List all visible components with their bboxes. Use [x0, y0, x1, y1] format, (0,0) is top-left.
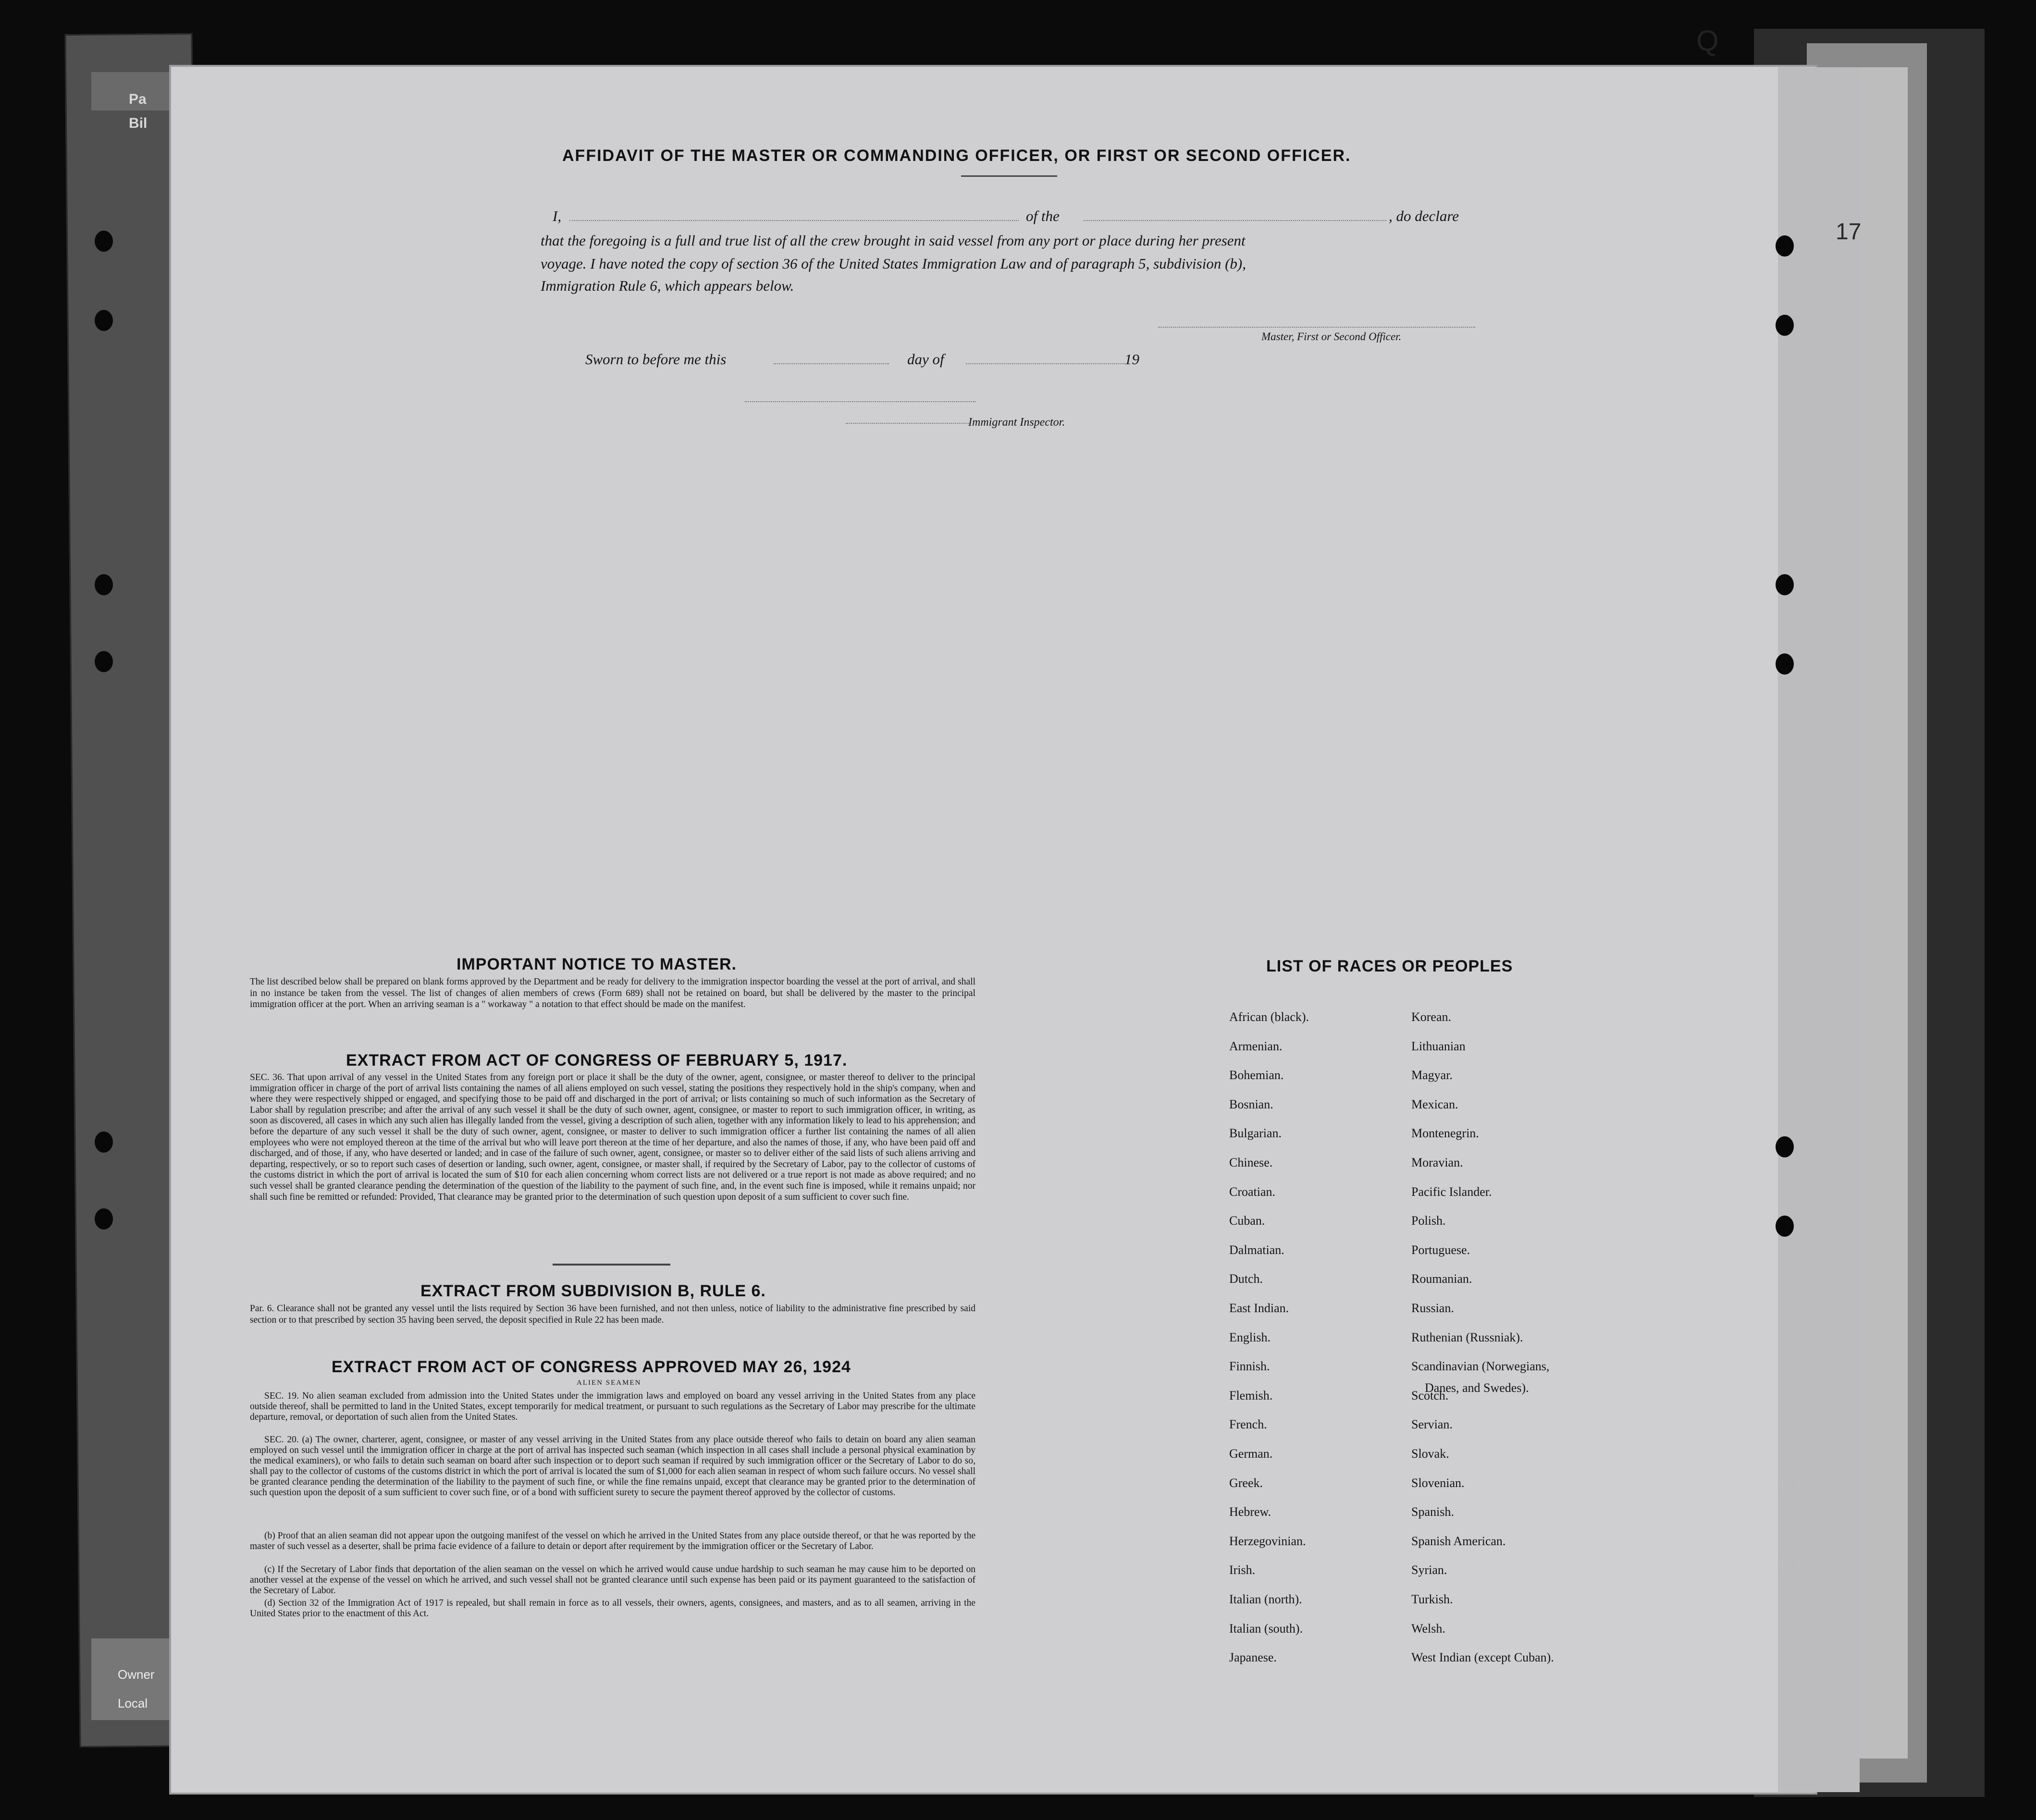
affidavit-line3: voyage. I have noted the copy of section 36 of the United States Immigration Law and of paragraph 5, subdivision (b), [541, 255, 1246, 272]
race-item: Herzegovinian. [1229, 1534, 1306, 1548]
sworn-mid: day of [907, 351, 944, 368]
race-item: Pacific Islander. [1411, 1184, 1492, 1199]
punch-hole [1776, 653, 1794, 675]
under-tab-text-1: Pa [129, 91, 147, 107]
race-item: Dutch. [1229, 1272, 1263, 1286]
race-item: Portuguese. [1411, 1242, 1470, 1257]
punch-hole [1776, 235, 1794, 257]
race-item: Syrian. [1411, 1563, 1447, 1577]
sworn-year: 19 [1124, 351, 1139, 368]
extract-1924-para-1: SEC. 19. No alien seaman excluded from admission into the United States under the immigration laws and employed on board any vessel arriving in the United States from any place outside thereof, shall be permitted to land in the United States, except temporarily for medical treatment, or pursuant to such regulations as the Secretary of Labor may prescribe for the ultimate departure, removal, or deportation of such alien from the United States. [250, 1391, 975, 1422]
extract-1924-title: EXTRACT FROM ACT OF CONGRESS APPROVED MAY 26, 1924 [332, 1358, 851, 1376]
signature-caption: Master, First or Second Officer. [1261, 331, 1402, 343]
extract-1924-para-5: (d) Section 32 of the Immigration Act of 1917 is repealed, but shall remain in force as to all vessels, their owners, agents, consignees, and masters, and as to all seamen, arriving in the United States prior to the enactment of this Act. [250, 1598, 975, 1619]
race-item: Roumanian. [1411, 1272, 1472, 1286]
race-item: Moravian. [1411, 1156, 1463, 1169]
punch-hole [95, 310, 113, 331]
extract-1917-title: EXTRACT FROM ACT OF CONGRESS OF FEBRUARY 5, 1917. [346, 1051, 848, 1070]
race-item: Polish. [1411, 1214, 1446, 1228]
race-item: Turkish. [1411, 1592, 1453, 1606]
punch-hole-ring [1780, 1554, 1800, 1576]
race-item: Irish. [1229, 1563, 1256, 1577]
extract-rule6-title: EXTRACT FROM SUBDIVISION B, RULE 6. [420, 1282, 766, 1300]
race-item: Welsh. [1411, 1621, 1445, 1636]
extract-1917-body: SEC. 36. That upon arrival of any vessel in the United States from any foreign port or place it shall be the duty of the owner, agent, consignee, or master thereof to deliver to the principal immigration officer in charge of the port of arrival lists containing the names of all aliens employed on such vessel, stating the positions they respectively hold in the ship's company, when and where they were respectively shipped or engaged, and specifying those to be paid off and discharged in the port of arrival; or lists containing so much of such information as the Secretary of Labor shall by regulation prescribe; and after the arrival of any such vessel it shall be the duty of such owner, agent, consignee, or master to report to such immigration officer, in writing, as soon as discovered, all cases in which any such alien has illegally landed from the vessel, giving a description of such alien, together with any information likely to lead to his apprehension; and before the departure of any such vessel it shall be the duty of such owner, agent, consignee, or master to deliver to such immigration officer a further list containing the names of all alien employees who were not employed thereon at the time of the arrival but who will leave port thereon at the time of her departure, and also the names of those, if any, who have been paid off and discharged, and of those, if any, who have deserted or landed; and in case of the failure of such owner, agent, consignee, or master so to deliver either of the said lists of such aliens arriving and departing, respectively, or so to report such cases of desertion or landing, such owner, agent, consignee, or master shall, if required by the Secretary of Labor, pay to the collector of customs of the customs district in which the port of arrival is located the sum of $10 for each alien concerning whom correct lists are not delivered or a true report is not made as above required; and no such vessel shall be granted clearance pending the determination of the question of the liability to the payment of such fine, and, in the event such fine is imposed, while it remains unpaid; nor shall such fine be remitted or refunded: Provided, That clearance may be granted prior to the determination of such question upon deposit of a sum sufficient to cover such fine. [250, 1072, 975, 1202]
inspector-caption: Immigrant Inspector. [968, 416, 1065, 429]
race-item: Italian (south). [1229, 1621, 1303, 1636]
affidavit-line4: Immigration Rule 6, which appears below. [541, 277, 794, 294]
extract-rule6-body: Par. 6. Clearance shall not be granted any vessel until the lists required by Section 36 have been furnished, and not then unless, notice of liability to the administrative fine prescribed by said section or to that prescribed by section 35 having been served, the deposit specified in Rule 22 has been made. [250, 1304, 975, 1325]
race-item: Cuban. [1229, 1214, 1265, 1228]
notice-body: The list described below shall be prepared on blank forms approved by the Department and be ready for delivery to the immigration inspector boarding the vessel at the port of arrival, and shall in no instance be taken from the vessel. The list of changes of alien members of crews (Form 689) shall not be retained on board, but shall be delivered by the master to the principal immigration officer at the port. When an arriving seaman is a " workaway " a notation to that effect should be made on the manifest. [250, 977, 975, 1009]
race-item: Spanish. [1411, 1505, 1454, 1519]
race-item: Finnish. [1229, 1359, 1270, 1374]
under-tab-text-3: Owner [118, 1667, 155, 1682]
extract-1924-para-2: SEC. 20. (a) The owner, charterer, agent, consignee, or master of any vessel arriving in the United States from any place outside thereof who fails to detain on board any alien seaman employed on such vessel until the immigration officer in charge at the port of arrival has inspected such seaman (which inspection in all cases shall include a personal physical examination by the medical examiners), or who fails to detain such seaman on board after such inspection or to deport such seaman if required by such immigration officer or the Secretary of Labor to do so, shall pay to the collector of customs of the customs district in which the port of arrival is located the sum of $1,000 for each alien seaman in respect of whom such failure occurs. No vessel shall be granted clearance pending the determination of the liability to the payment of such fine, or while the fine remains unpaid, except that clearance may be granted prior to the determination of such question upon the deposit of a sum sufficient to cover such fine, or of a bond with sufficient surety to secure the payment thereof approved by the collector of customs. [250, 1435, 975, 1498]
race-item: Korean. [1411, 1010, 1452, 1024]
race-item: Chinese. [1229, 1156, 1273, 1169]
race-item: Bulgarian. [1229, 1126, 1282, 1141]
race-item: Greek. [1229, 1476, 1263, 1490]
race-item: German. [1229, 1447, 1273, 1461]
race-item: Armenian. [1229, 1039, 1283, 1053]
underlying-page-right-3 [1855, 67, 1908, 1759]
punch-hole [1776, 1216, 1794, 1237]
race-item: Slovak. [1411, 1447, 1449, 1461]
under-tab-text-4: Local [118, 1696, 148, 1710]
affidavit-line1-mid: of the [1026, 208, 1060, 224]
punch-hole [1776, 315, 1794, 336]
affidavit-line1-end: , do declare [1389, 208, 1459, 224]
race-item: Spanish American. [1411, 1534, 1506, 1548]
affidavit-line2: that the foregoing is a full and true list of all the crew brought in said vessel from any port or place during her present [541, 232, 1246, 249]
punch-hole-ring [1780, 1475, 1800, 1497]
title-underline [961, 175, 1057, 177]
race-item: Ruthenian (Russniak). [1411, 1330, 1523, 1344]
punch-hole [95, 231, 113, 252]
race-item: Montenegrin. [1411, 1126, 1479, 1141]
race-item: Russian. [1411, 1301, 1454, 1315]
race-item: Croatian. [1229, 1184, 1276, 1199]
race-item: Lithuanian [1411, 1039, 1466, 1053]
section-divider [553, 1264, 670, 1266]
sworn-start: Sworn to before me this [585, 351, 727, 368]
race-item: English. [1229, 1330, 1271, 1344]
notice-title: IMPORTANT NOTICE TO MASTER. [457, 955, 737, 973]
under-tab-text-2: Bil [129, 115, 148, 131]
punch-hole [95, 574, 113, 595]
name-blank [569, 220, 1019, 221]
corner-mark: Q [1696, 25, 1719, 57]
race-item: Magyar. [1411, 1068, 1453, 1082]
race-item: Flemish. [1229, 1388, 1273, 1402]
punch-hole [95, 651, 113, 672]
extract-1924-para-3: (b) Proof that an alien seaman did not appear upon the outgoing manifest of the vessel on which he arrived in the United States from any place outside thereof, or that he was reported by the master of such vessel as a deserter, shall be prima facie evidence of a failure to detain or deport after requirement by the immigration officer or the Secretary of Labor. [250, 1531, 975, 1551]
race-continuation: Danes, and Swedes). [1425, 1381, 1529, 1395]
race-item: Slovenian. [1411, 1476, 1465, 1490]
race-item: French. [1229, 1417, 1267, 1432]
race-item: African (black). [1229, 1010, 1309, 1024]
race-item: Dalmatian. [1229, 1242, 1284, 1257]
punch-hole [95, 1131, 113, 1153]
punch-hole [95, 1208, 113, 1230]
race-item: Scotch. [1411, 1388, 1449, 1402]
race-item: Bosnian. [1229, 1097, 1273, 1111]
race-item: Italian (north). [1229, 1592, 1302, 1606]
signature-blank [1158, 327, 1475, 328]
punch-hole [1776, 574, 1794, 595]
race-item: Hebrew. [1229, 1505, 1271, 1519]
affidavit-line1-start: I, [553, 208, 562, 224]
extract-1924-para-4: (c) If the Secretary of Labor finds that deportation of the alien seaman on the vessel on which he arrived would cause undue hardship to such seaman he may cause him to be deported on another vessel at the expense of the vessel on which he arrived, and such vessel shall not be granted clearance until such expense has been paid or its payment guaranteed to the satisfaction of the Secretary of Labor. [250, 1564, 975, 1596]
punch-hole [1776, 1136, 1794, 1157]
inspector-line [745, 401, 975, 402]
race-item: Bohemian. [1229, 1068, 1284, 1082]
race-item: Japanese. [1229, 1650, 1277, 1665]
affidavit-title: AFFIDAVIT OF THE MASTER OR COMMANDING OFFICER, OR FIRST OR SECOND OFFICER. [562, 147, 1351, 165]
race-item: Servian. [1411, 1417, 1453, 1432]
margin-number: 17 [1836, 219, 1862, 245]
race-item: Mexican. [1411, 1097, 1458, 1111]
vessel-blank [1084, 220, 1386, 221]
race-item: East Indian. [1229, 1301, 1289, 1315]
race-item: West Indian (except Cuban). [1411, 1650, 1554, 1665]
race-item: Scandinavian (Norwegians, [1411, 1359, 1550, 1374]
extract-1924-subtitle: ALIEN SEAMEN [577, 1379, 642, 1387]
sworn-day-blank [774, 363, 889, 364]
sworn-month-blank [966, 363, 1124, 364]
inspector-blank [846, 423, 971, 424]
races-title: LIST OF RACES OR PEOPLES [1266, 957, 1513, 975]
